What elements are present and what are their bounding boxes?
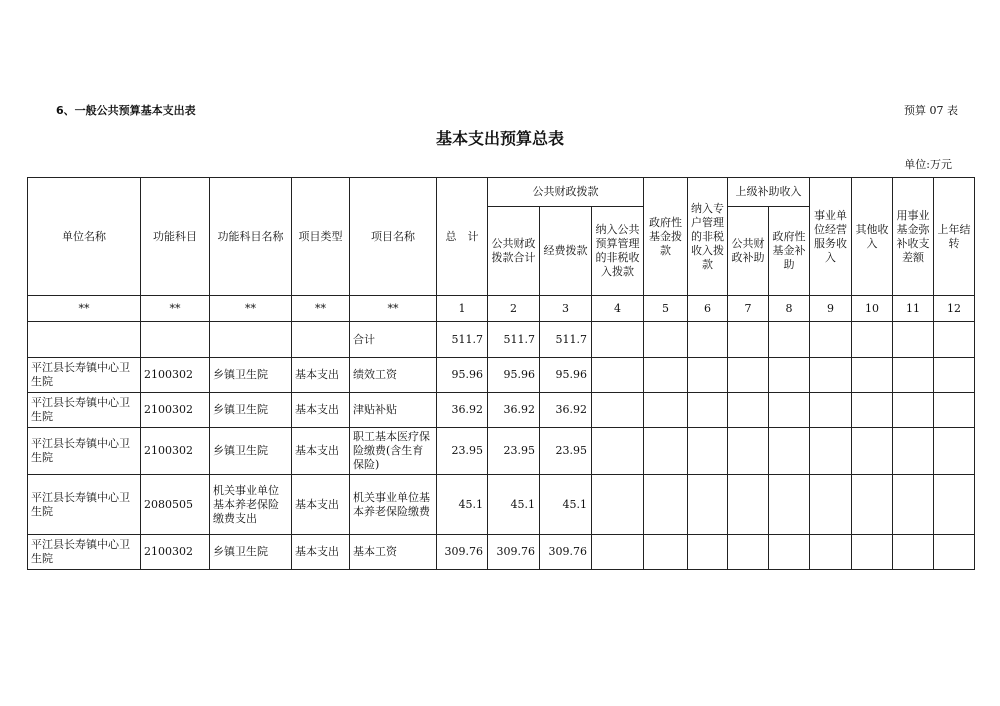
func-name-cell: 乡镇卫生院 (210, 358, 292, 393)
total-public-sum: 511.7 (488, 322, 540, 358)
total-cell: 23.95 (437, 428, 488, 475)
unit-name-cell: 平江县长寿镇中心卫生院 (28, 428, 141, 475)
total-value: 511.7 (437, 322, 488, 358)
fee-cell: 45.1 (540, 475, 592, 535)
empty-cell (592, 535, 644, 570)
header-item-type: 项目类型 (292, 178, 350, 296)
header-upper-public: 公共财政补助 (728, 207, 769, 296)
item-type-cell: 基本支出 (292, 358, 350, 393)
section-title: 6、一般公共预算基本支出表 (56, 104, 196, 117)
empty-cell (769, 428, 810, 475)
total-fee: 511.7 (540, 322, 592, 358)
index-cell: 1 (437, 296, 488, 322)
empty-cell (893, 535, 934, 570)
index-cell: 6 (688, 296, 728, 322)
unit-name-cell: 平江县长寿镇中心卫生院 (28, 393, 141, 428)
func-name-cell: 乡镇卫生院 (210, 393, 292, 428)
table-row (28, 393, 975, 428)
index-cell: ** (350, 296, 437, 322)
index-cell: ** (28, 296, 141, 322)
header-gov-fund: 政府性基金拨款 (644, 178, 688, 296)
index-cell: 10 (852, 296, 893, 322)
budget-table (27, 177, 975, 570)
index-cell: 8 (769, 296, 810, 322)
header-item-name: 项目名称 (350, 178, 437, 296)
index-cell: 3 (540, 296, 592, 322)
index-cell: 4 (592, 296, 644, 322)
index-cell: 7 (728, 296, 769, 322)
empty-cell (688, 358, 728, 393)
empty-cell (810, 535, 852, 570)
header-unit-name: 单位名称 (28, 178, 141, 296)
total-cell: 45.1 (437, 475, 488, 535)
func-code-cell: 2100302 (141, 428, 210, 475)
empty-cell (893, 358, 934, 393)
empty-cell (644, 428, 688, 475)
empty-cell (728, 535, 769, 570)
empty-cell (852, 393, 893, 428)
header-upper-fund: 政府性基金补助 (769, 207, 810, 296)
func-code-cell: 2100302 (141, 535, 210, 570)
public-sum-cell: 23.95 (488, 428, 540, 475)
header-special: 纳入公共预算管理的非税收入拨款 (592, 207, 644, 296)
header-other: 其他收入 (852, 178, 893, 296)
func-name-cell: 乡镇卫生院 (210, 428, 292, 475)
header-public-sum: 公共财政拨款合计 (488, 207, 540, 296)
empty-cell (728, 475, 769, 535)
item-type-cell: 基本支出 (292, 475, 350, 535)
empty-cell (852, 358, 893, 393)
fee-cell: 309.76 (540, 535, 592, 570)
page-title: 基本支出预算总表 (435, 129, 564, 148)
empty-cell (810, 428, 852, 475)
item-type-cell: 基本支出 (292, 535, 350, 570)
table-row (28, 535, 975, 570)
public-sum-cell: 309.76 (488, 535, 540, 570)
empty-cell (893, 393, 934, 428)
empty-cell (769, 475, 810, 535)
header-func-code: 功能科目 (141, 178, 210, 296)
total-cell: 36.92 (437, 393, 488, 428)
header-upper-group: 上级补助收入 (728, 178, 810, 207)
table-row (28, 358, 975, 393)
item-type-cell: 基本支出 (292, 393, 350, 428)
public-sum-cell: 95.96 (488, 358, 540, 393)
empty-cell (688, 535, 728, 570)
empty-cell (769, 393, 810, 428)
item-type-cell: 基本支出 (292, 428, 350, 475)
index-cell: 9 (810, 296, 852, 322)
unit-name-cell: 平江县长寿镇中心卫生院 (28, 535, 141, 570)
index-cell: 12 (934, 296, 975, 322)
empty-cell (934, 475, 975, 535)
header-public-group: 公共财政拨款 (488, 178, 644, 207)
item-name-cell: 绩效工资 (350, 358, 437, 393)
empty-cell (728, 428, 769, 475)
index-cell: ** (292, 296, 350, 322)
empty-cell (810, 358, 852, 393)
index-cell: 2 (488, 296, 540, 322)
empty-cell (810, 393, 852, 428)
total-row (28, 322, 975, 358)
empty-cell (644, 475, 688, 535)
item-name-cell: 机关事业单位基本养老保险缴费 (350, 475, 437, 535)
unit-label: 单位:万元 (904, 158, 952, 171)
empty-cell (592, 475, 644, 535)
table-row (28, 428, 975, 475)
index-cell: 5 (644, 296, 688, 322)
func-name-cell: 机关事业单位基本养老保险缴费支出 (210, 475, 292, 535)
empty-cell (644, 393, 688, 428)
empty-cell (810, 475, 852, 535)
public-sum-cell: 45.1 (488, 475, 540, 535)
header-special-account: 纳入专户管理的非税收入拨款 (688, 178, 728, 296)
form-number: 预算 07 表 (904, 104, 958, 117)
empty-cell (934, 358, 975, 393)
fee-cell: 95.96 (540, 358, 592, 393)
unit-name-cell: 平江县长寿镇中心卫生院 (28, 358, 141, 393)
empty-cell (688, 475, 728, 535)
index-cell: 11 (893, 296, 934, 322)
item-name-cell: 基本工资 (350, 535, 437, 570)
empty-cell (893, 428, 934, 475)
header-fee: 经费拨款 (540, 207, 592, 296)
public-sum-cell: 36.92 (488, 393, 540, 428)
total-cell: 95.96 (437, 358, 488, 393)
empty-cell (934, 428, 975, 475)
index-cell: ** (210, 296, 292, 322)
empty-cell (769, 535, 810, 570)
empty-cell (644, 358, 688, 393)
empty-cell (728, 358, 769, 393)
index-row (28, 296, 975, 322)
header-business: 事业单位经营服务收入 (810, 178, 852, 296)
empty-cell (852, 475, 893, 535)
unit-name-cell: 平江县长寿镇中心卫生院 (28, 475, 141, 535)
empty-cell (728, 393, 769, 428)
empty-cell (852, 535, 893, 570)
header-carryover: 上年结转 (934, 178, 975, 296)
empty-cell (769, 358, 810, 393)
total-cell: 309.76 (437, 535, 488, 570)
empty-cell (592, 428, 644, 475)
empty-cell (852, 428, 893, 475)
empty-cell (934, 535, 975, 570)
table-row (28, 475, 975, 535)
header-total: 总 计 (437, 178, 488, 296)
empty-cell (644, 535, 688, 570)
empty-cell (934, 393, 975, 428)
empty-cell (688, 393, 728, 428)
item-name-cell: 津贴补贴 (350, 393, 437, 428)
index-cell: ** (141, 296, 210, 322)
total-label: 合计 (350, 322, 437, 358)
empty-cell (893, 475, 934, 535)
empty-cell (592, 393, 644, 428)
empty-cell (592, 358, 644, 393)
func-code-cell: 2080505 (141, 475, 210, 535)
fee-cell: 23.95 (540, 428, 592, 475)
empty-cell (688, 428, 728, 475)
header-fund-balance: 用事业基金弥补收支差额 (893, 178, 934, 296)
func-code-cell: 2100302 (141, 358, 210, 393)
func-code-cell: 2100302 (141, 393, 210, 428)
header-func-name: 功能科目名称 (210, 178, 292, 296)
func-name-cell: 乡镇卫生院 (210, 535, 292, 570)
item-name-cell: 职工基本医疗保险缴费(含生育保险) (350, 428, 437, 475)
fee-cell: 36.92 (540, 393, 592, 428)
